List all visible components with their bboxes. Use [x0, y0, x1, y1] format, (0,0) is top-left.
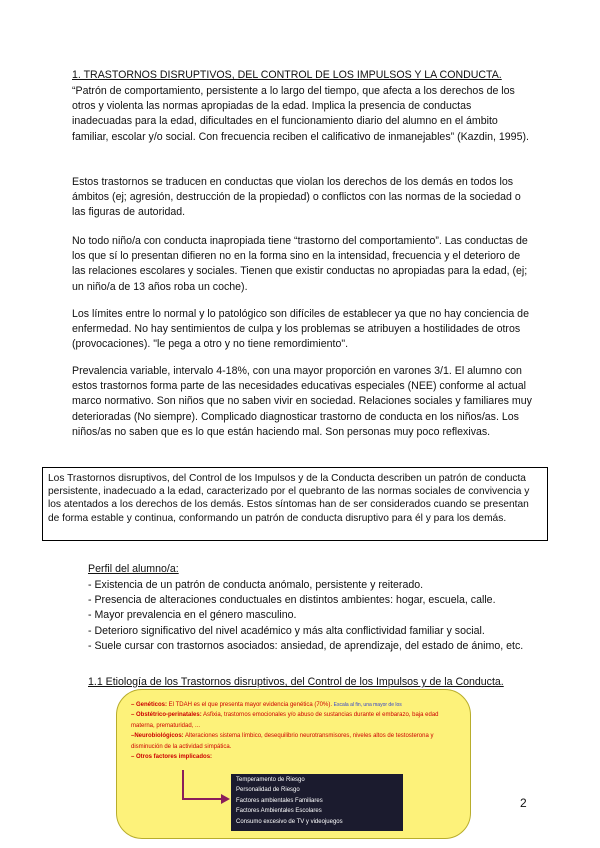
etiologia-title: 1.1 Etiología de los Trastornos disruptivos, del Control de los Impulsos y de la Conducta.: [88, 676, 504, 688]
perfil-item: - Suele cursar con trastornos asociados: ansiedad, de aprendizaje, del estado de ánimo, etc.: [88, 639, 524, 652]
factor-geneticos: – Genéticos: El TDAH es el que presenta mayor evidencia genética (70%). Escala al fin, una mayor de los: [131, 702, 402, 708]
paragraph-conductas: Estos trastornos se traducen en conductas que violan los derechos de los demás en todos los ámbitos (ej; agresión, destrucción de la propiedad) o conflictos con las normas de la sociedad o las figuras de autoridad.: [72, 176, 521, 219]
page-number: 2: [520, 796, 527, 810]
section-title: 1. TRASTORNOS DISRUPTIVOS, DEL CONTROL DE LOS IMPULSOS Y LA CONDUCTA.: [72, 69, 502, 81]
factor-list: [131, 700, 461, 762]
perfil-item: - Mayor prevalencia en el género masculino.: [88, 609, 297, 622]
arrow-line: [182, 770, 184, 800]
perfil-item: - Existencia de un patrón de conducta anómalo, persistente y reiterado.: [88, 579, 424, 591]
other-factors-box: [231, 774, 403, 831]
factor-otros: – Otros factores implicados:: [131, 754, 213, 761]
etiologia-diagram: [116, 689, 471, 839]
paragraph-no-todo-nino: No todo niño/a con conducta inapropiada tiene “trastorno del comportamiento”. Las conductas de los que sí lo presentan difieren no en la forma sino en la intensidad, frecuencia y el deterioro de las relaciones escolares y sociales. Tienen que existir conductas no apropiadas para la edad, (ej; un niño/a de 13 años roba un coche).: [72, 235, 528, 293]
other-factor: Factores ambientales Familiares: [236, 797, 323, 804]
arrow-head-icon: [221, 794, 230, 804]
perfil-item: - Presencia de alteraciones conductuales en distintos ambientes: hogar, escuela, calle.: [88, 594, 496, 607]
other-factor: Temperamento de Riesgo: [236, 777, 305, 783]
perfil-list: [88, 578, 528, 654]
other-factor: Factores Ambientales Escolares: [236, 808, 322, 815]
paragraph-limites: Los límites entre lo normal y lo patológico son difíciles de establecer ya que no hay conciencia de enfermedad. No hay sentimientos de culpa y los problemas se atribuyen a hostilidades de otros (provocaciones). "le pega a otro y no tiene remordimiento".: [72, 308, 529, 351]
definition-box: Los Trastornos disruptivos, del Control de los Impulsos y de la Conducta describen un patrón de conducta persistente, inadecuado a la edad, caracterizado por el quebranto de las normas sociales de convivencia y los atentados a los derechos de los demás. Estos síntomas han de ser considerados cuando se presentan de forma estable y continua, conformando un patrón de conducta disruptivo para él y para los demás.: [42, 467, 548, 541]
arrow-line: [182, 798, 222, 800]
factor-obstetrico: – Obstétrico-perinatales: Asfixia, trastornos emocionales y/o abuso de sustancias durante el embarazo, baja edad materna, prematuridad, ...: [131, 712, 439, 729]
perfil-item: - Deterioro significativo del nivel académico y más alta conflictividad familiar y social.: [88, 624, 485, 637]
paragraph-prevalencia: Prevalencia variable, intervalo 4-18%, con una mayor proporción en varones 3/1. El alumno con estos trastornos forma parte de las necesidades educativas especiales (NEE) conforme al actual marco normativo. Son niños que no saben vivir en sociedad. Relaciones sociales y familiares muy deterioradas (No siempre). Complicado diagnosticar trastorno de conducta en los niños/as. Los niños/as no saben que es lo que están haciendo mal. Son personas muy poco reflexivas.: [72, 365, 532, 438]
other-factor: Personalidad de Riesgo: [236, 787, 300, 794]
kazdin-quote: “Patrón de comportamiento, persistente a lo largo del tiempo, que afecta a los derechos de los otros y violenta las normas apropiadas de la edad. Implica la presencia de conductas inadecuadas para la edad, dificultades en el funcionamiento diario del alumno en el ámbito familiar, escolar y/o social. Con frecuencia reciben el calificativo de inmanejables” (Kazdin, 1995).: [72, 85, 529, 143]
factor-neurobiologicos: –Neurobiológicos: Alteraciones sistema límbico, desequilibrio neurotransmisores, niveles altos de testosterona y disminución de la actividad simpática.: [131, 733, 434, 750]
other-factor: Consumo excesivo de TV y videojuegos: [236, 818, 343, 825]
perfil-title: Perfil del alumno/a:: [88, 563, 179, 575]
